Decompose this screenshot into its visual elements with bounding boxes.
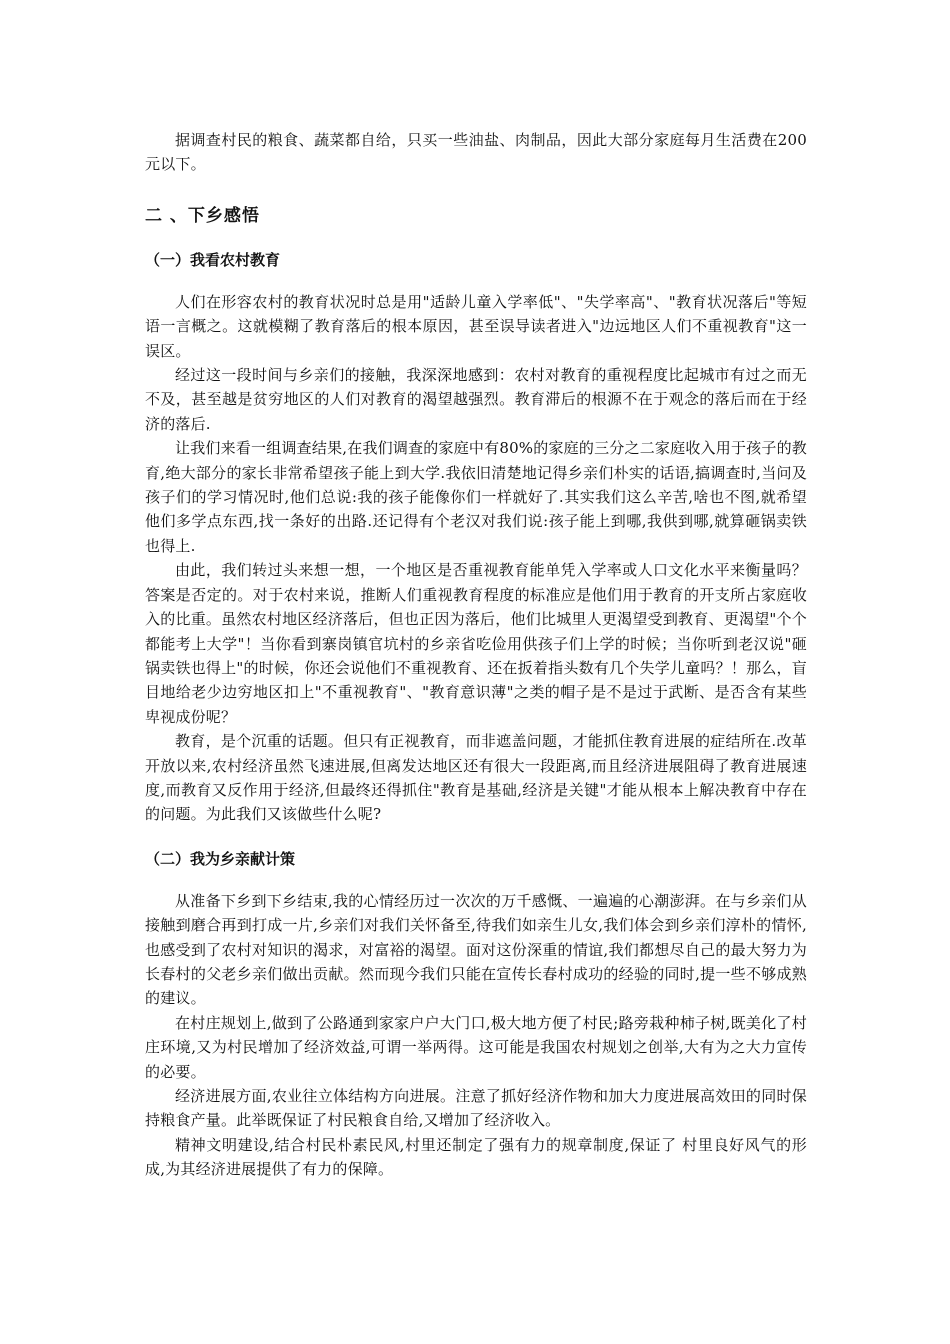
paragraph: 精神文明建设,结合村民朴素民风,村里还制定了强有力的规章制度,保证了 村里良好风气的形成,为其经济进展提供了有力的保障。	[145, 1135, 807, 1179]
paragraph: 经过这一段时间与乡亲们的接触，我深深地感到：农村对教育的重视程度比起城市有过之而无不及，甚至越是贫穷地区的人们对教育的渴望越强烈。教育滞后的根源不在于观念的落后而在于经济的落后.	[145, 366, 807, 433]
paragraph: 从准备下乡到下乡结束,我的心情经历过一次次的万千感慨、一遍遍的心潮澎湃。在与乡亲们从接触到磨合再到打成一片,乡亲们对我们关怀备至,待我们如亲生儿女,我们体会到乡亲们淳朴的情怀,也感受到了农村对知识的渴求，对富裕的渴望。面对这份深重的情谊,我们都想尽自己的最大努力为长春村的父老乡亲们做出贡献。然而现今我们只能在宣传长春村成功的经验的同时,提一些不够成熟的建议。	[145, 891, 807, 1008]
paragraph: 教育，是个沉重的话题。但只有正视教育，而非遮盖问题，才能抓住教育进展的症结所在.改革开放以来,农村经济虽然飞速进展,但离发达地区还有很大一段距离,而且经济进展阻碍了教育进展速度,而教育又反作用于经济,但最终还得抓住"教育是基础,经济是关键"才能从根本上解决教育中存在的问题。为此我们又该做些什么呢?	[145, 732, 807, 824]
document-body	[145, 128, 807, 1182]
paragraph: 人们在形容农村的教育状况时总是用"适龄儿童入学率低"、"失学率高"、"教育状况落后"等短语一言概之。这就模糊了教育落后的根本原因，甚至误导读者进入"边远地区人们不重视教育"这一误区。	[145, 292, 807, 360]
paragraph: 经济进展方面,农业往立体结构方向进展。注意了抓好经济作物和加大力度进展高效田的同时保持粮食产量。此举既保证了村民粮食自给,又增加了经济收入。	[145, 1087, 807, 1130]
paragraph: 由此，我们转过头来想一想，一个地区是否重视教育能单凭入学率或人口文化水平来衡量吗？答案是否定的。对于农村来说，推断人们重视教育程度的标准应是他们用于教育的开支所占家庭收入的比重。虽然农村地区经济落后，但也正因为落后，他们比城里人更渴望受到教育、更渴望"个个都能考上大学"！当你看到寨岗镇官坑村的乡亲省吃俭用供孩子们上学的时候；当你听到老汉说"砸锅卖铁也得上"的时候，你还会说他们不重视教育、还在扳着指头数有几个失学儿童吗？！那么，盲目地给老少边穷地区扣上"不重视教育"、"教育意识薄"之类的帽子是不是过于武断、是否含有某些卑视成份呢？	[145, 561, 807, 726]
section-heading-2: 二 、下乡感悟	[145, 205, 260, 226]
intro-paragraph: 据调查村民的粮食、蔬菜都自给，只买一些油盐、肉制品，因此大部分家庭每月生活费在200元以下。	[145, 131, 807, 174]
subsection-heading-1: （一）我看农村教育	[145, 250, 281, 269]
paragraph: 让我们来看一组调查结果,在我们调查的家庭中有80%的家庭的三分之二家庭收入用于孩子的教育,绝大部分的家长非常希望孩子能上到大学.我依旧清楚地记得乡亲们朴实的话语,搞调查时,当问及孩子们的学习情况时,他们总说:我的孩子能像你们一样就好了.其实我们这么辛苦,啥也不图,就希望他们多学点东西,找一条好的出路.还记得有个老汉对我们说:孩子能上到哪,我供到哪,就算砸锅卖铁也得上.	[145, 439, 807, 555]
subsection-heading-2: （二）我为乡亲献计策	[145, 849, 296, 868]
paragraph: 在村庄规划上,做到了公路通到家家户户大门口,极大地方便了村民;路旁栽种柿子树,既美化了村庄环境,又为村民增加了经济效益,可谓一举两得。这可能是我国农村规划之创举,大有为之大力宣传的必要。	[145, 1013, 807, 1081]
